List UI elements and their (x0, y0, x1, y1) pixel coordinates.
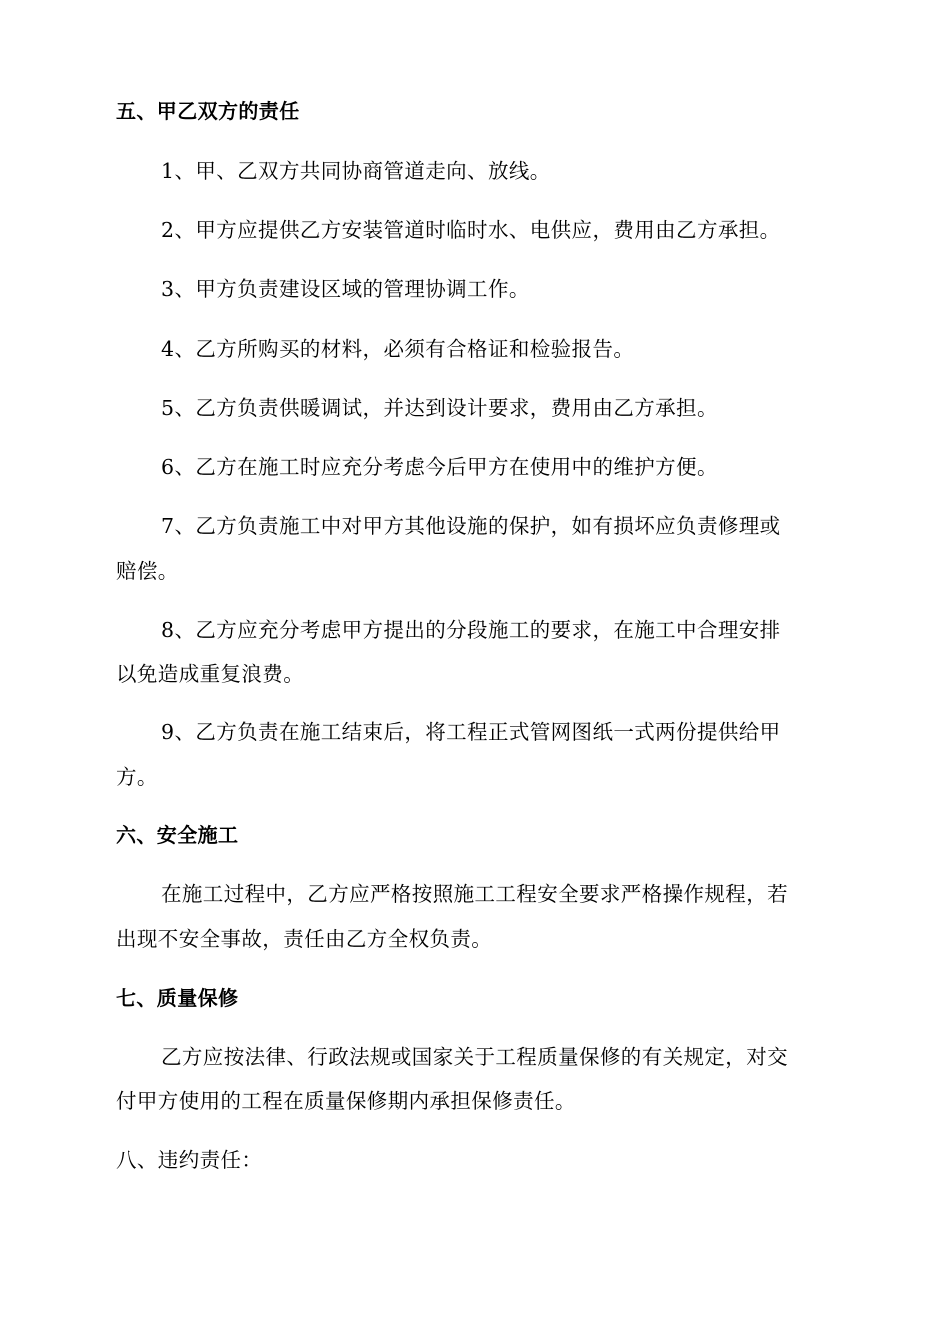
section-6-line-1: 在施工过程中，乙方应严格按照施工工程安全要求严格操作规程，若 (161, 882, 788, 906)
section-5-item-8-line-1: 8、乙方应充分考虑甲方提出的分段施工的要求，在施工中合理安排 (161, 618, 781, 642)
section-6-heading: 六、安全施工 (116, 823, 239, 847)
section-7-line-2: 付甲方使用的工程在质量保修期内承担保修责任。 (116, 1089, 576, 1113)
section-7-heading: 七、质量保修 (116, 986, 239, 1010)
section-5-item-5: 5、乙方负责供暖调试，并达到设计要求，费用由乙方承担。 (161, 396, 718, 420)
section-5-item-1: 1、甲、乙双方共同协商管道走向、放线。 (161, 159, 551, 183)
section-8-heading: 八、违约责任： (116, 1148, 263, 1172)
section-5-item-8-line-2: 以免造成重复浪费。 (116, 662, 305, 686)
section-5-item-3: 3、甲方负责建设区域的管理协调工作。 (161, 277, 530, 301)
section-5-heading: 五、甲乙双方的责任 (116, 99, 300, 123)
section-5-item-6: 6、乙方在施工时应充分考虑今后甲方在使用中的维护方便。 (161, 455, 718, 479)
section-5-item-4: 4、乙方所购买的材料，必须有合格证和检验报告。 (161, 337, 635, 361)
section-5-item-7-line-1: 7、乙方负责施工中对甲方其他设施的保护，如有损坏应负责修理或 (161, 514, 781, 538)
section-6-line-2: 出现不安全事故，责任由乙方全权负责。 (116, 927, 493, 951)
section-5-item-9-line-2: 方。 (116, 765, 158, 789)
section-5-item-9-line-1: 9、乙方负责在施工结束后，将工程正式管网图纸一式两份提供给甲 (161, 720, 781, 744)
section-5-item-2: 2、甲方应提供乙方安装管道时临时水、电供应，费用由乙方承担。 (161, 218, 781, 242)
section-5-item-7-line-2: 赔偿。 (116, 559, 179, 583)
section-7-line-1: 乙方应按法律、行政法规或国家关于工程质量保修的有关规定，对交 (161, 1045, 788, 1069)
